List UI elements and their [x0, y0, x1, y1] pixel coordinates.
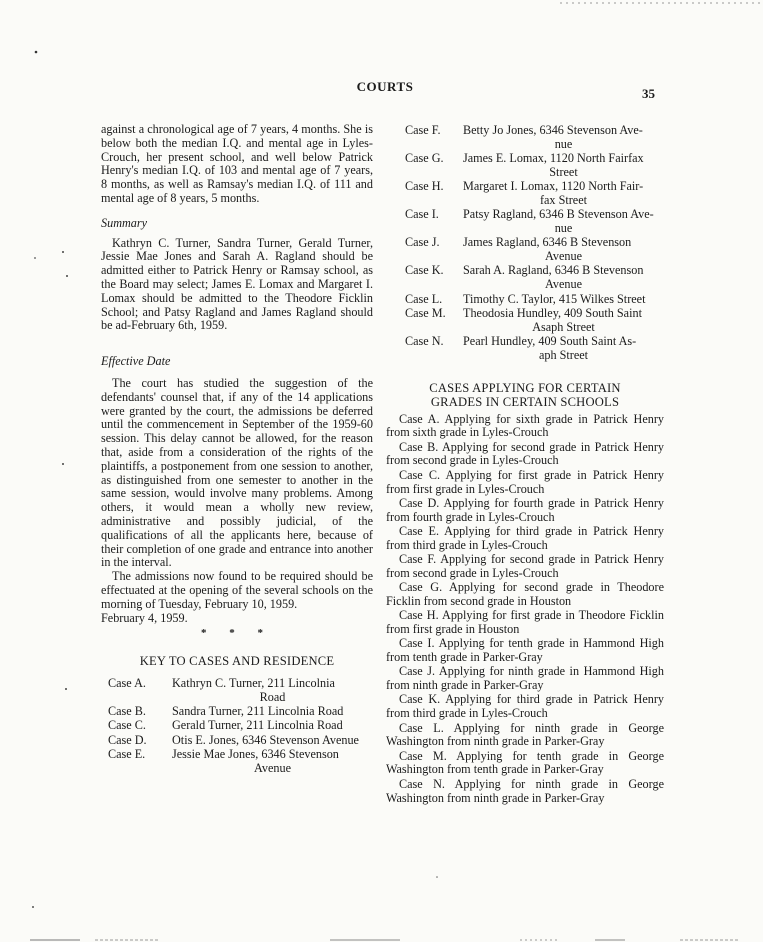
- key-case-c: [101, 719, 373, 733]
- key-case-h: [386, 180, 664, 208]
- summary-heading: Summary: [101, 215, 148, 230]
- intro-paragraph: against a chronological age of 7 years, 4 months. She is below both the median I.Q. and mental age in Lyles-Crouch, her present school, and well below Patrick Henry's median I.Q. of 103 and mental age of 7 years, 8 months, as well as Ramsay's median I.Q. of 111 and mental age of 8 years, 5 months.: [101, 122, 373, 205]
- grade-case-d: Case D. Applying for fourth grade in Patrick Henry from fourth grade in Lyles-Crouch: [386, 495, 664, 524]
- case-text: Kathryn C. Turner, 211 Lincolnia: [172, 675, 335, 690]
- case-label: Case E.: [108, 746, 146, 761]
- case-text: James E. Lomax, 1120 North Fairfax: [463, 151, 644, 166]
- key-case-l: [386, 293, 664, 307]
- page-number: 35: [642, 86, 655, 101]
- case-text: Pearl Hundley, 409 South Saint As-: [463, 333, 637, 348]
- grade-case-g: Case G. Applying for second grade in Theodore Ficklin from second grade in Houston: [386, 580, 664, 608]
- case-label: Case C.: [108, 718, 146, 733]
- case-text-cont: Asaph Street: [532, 319, 595, 334]
- grade-case-a: Case A. Applying for sixth grade in Patrick Henry from sixth grade in Lyles-Crouch: [386, 411, 664, 440]
- grade-case-l: Case L. Applying for ninth grade in George Washington from ninth grade in Parker-Gray: [386, 720, 664, 749]
- key-case-b: [101, 705, 373, 719]
- grade-case-m: Case M. Applying for tenth grade in George Washington from tenth grade in Parker-Gray: [386, 748, 664, 777]
- grade-case-b: Case B. Applying for second grade in Patrick Henry from second grade in Lyles-Crouch: [386, 439, 664, 468]
- admissions-paragraph: The admissions now found to be required should be effectuated at the opening of the several schools on the morning of Tuesday, February 10, 1959.: [101, 569, 373, 611]
- case-text: Sarah A. Ragland, 6346 B Stevenson: [463, 263, 644, 278]
- effective-date-paragraph: The court has studied the suggestion of the defendants' counsel that, if any of the 14 applications were granted by the court, the admissions be deferred until the commencement in September of the 1959-60 session. This delay cannot be allowed, for the reason that, aside from a consideration of the rights of the plaintiffs, a postponement from one session to another, as distinguished from one semester to another in the same session, would involve many problems. Among others, it would mean a wholly new review, administrative and possibly judicial, of the qualifications of all the applicants here, because of their completion of one grade and entrance into another in the interval.: [101, 375, 373, 570]
- key-case-d: [101, 734, 373, 748]
- case-label: Case A.: [108, 675, 146, 690]
- grades-heading-line2: GRADES IN CERTAIN SCHOOLS: [430, 394, 620, 409]
- grades-heading-line1: CASES APPLYING FOR CERTAIN: [429, 380, 621, 395]
- effective-date-heading: Effective Date: [101, 354, 171, 369]
- key-case-j: [386, 236, 664, 264]
- case-text-cont: fax Street: [539, 192, 588, 207]
- case-label: Case H.: [405, 179, 444, 194]
- case-label: Case B.: [108, 703, 146, 718]
- case-text-cont: Avenue: [254, 760, 291, 775]
- grade-case-h: Case H. Applying for first grade in Theodore Ficklin from first grade in Houston: [386, 608, 664, 636]
- case-label: Case D.: [108, 732, 147, 747]
- grade-case-e: Case E. Applying for third grade in Patrick Henry from third grade in Lyles-Crouch: [386, 523, 664, 552]
- running-header-title: COURTS: [356, 79, 414, 94]
- grade-case-k: Case K. Applying for third grade in Patrick Henry from third grade in Lyles-Crouch: [386, 692, 664, 721]
- case-text: Margaret I. Lomax, 1120 North Fair-: [463, 179, 644, 194]
- grades-heading: [386, 381, 664, 409]
- section-separator: * * *: [201, 627, 273, 640]
- case-text: Gerald Turner, 211 Lincolnia Road: [172, 718, 343, 733]
- key-case-i: [386, 208, 664, 236]
- case-label: Case J.: [405, 235, 440, 250]
- key-case-e: [101, 748, 373, 776]
- case-text-cont: nue: [554, 136, 573, 151]
- key-case-a: [101, 677, 373, 705]
- summary-paragraph: Kathryn C. Turner, Sandra Turner, Gerald Turner, Jessie Mae Jones and Sarah A. Ragland should be admitted either to Patrick Henry or Ramsay school, as the Board may select; James E. Lomax and Margaret I. Lomax should be admitted to the Theodore Ficklin School; and Patsy Ragland and James Ragland should be ad-February 6th, 1959.: [101, 235, 373, 333]
- grade-case-c: Case C. Applying for first grade in Patrick Henry from first grade in Lyles-Crouch: [386, 467, 664, 496]
- case-label: Case K.: [405, 263, 444, 278]
- case-text: Otis E. Jones, 6346 Stevenson Avenue: [172, 732, 359, 747]
- case-label: Case L.: [405, 291, 443, 306]
- grade-case-i: Case I. Applying for tenth grade in Hammond High from tenth grade in Parker-Gray: [386, 636, 664, 665]
- key-case-n: [386, 335, 664, 363]
- case-text-cont: Road: [259, 689, 286, 704]
- left-column: [101, 123, 373, 776]
- key-case-f: [386, 124, 664, 152]
- key-heading: KEY TO CASES AND RESIDENCE: [139, 654, 335, 669]
- case-text: Sandra Turner, 211 Lincolnia Road: [172, 703, 344, 718]
- case-text: Betty Jo Jones, 6346 Stevenson Ave-: [463, 123, 643, 137]
- key-case-k: [386, 264, 664, 292]
- case-text: Jessie Mae Jones, 6346 Stevenson: [172, 746, 339, 761]
- date-line: February 4, 1959.: [101, 610, 188, 625]
- key-case-g: [386, 152, 664, 180]
- case-text-cont: Avenue: [545, 277, 582, 292]
- case-label: Case F.: [405, 123, 441, 137]
- case-text-cont: Avenue: [545, 249, 582, 264]
- key-case-m: [386, 307, 664, 335]
- case-text: Theodosia Hundley, 409 South Saint: [463, 305, 642, 320]
- case-text: James Ragland, 6346 B Stevenson: [463, 235, 632, 250]
- case-text: Timothy C. Taylor, 415 Wilkes Street: [463, 291, 646, 306]
- case-label: Case G.: [405, 151, 444, 166]
- right-column: [386, 124, 664, 806]
- case-text-cont: nue: [554, 221, 573, 236]
- case-label: Case N.: [405, 333, 444, 348]
- case-text-cont: aph Street: [538, 347, 589, 362]
- case-label: Case I.: [405, 207, 439, 222]
- grade-case-n: Case N. Applying for ninth grade in George Washington from ninth grade in Parker-Gray: [386, 776, 664, 805]
- case-text: Patsy Ragland, 6346 B Stevenson Ave-: [463, 207, 654, 222]
- grade-case-f: Case F. Applying for second grade in Patrick Henry from second grade in Lyles-Crouch: [386, 552, 664, 580]
- case-label: Case M.: [405, 305, 446, 320]
- grade-case-j: Case J. Applying for ninth grade in Hammond High from ninth grade in Parker-Gray: [386, 664, 664, 693]
- case-text-cont: Street: [549, 164, 578, 179]
